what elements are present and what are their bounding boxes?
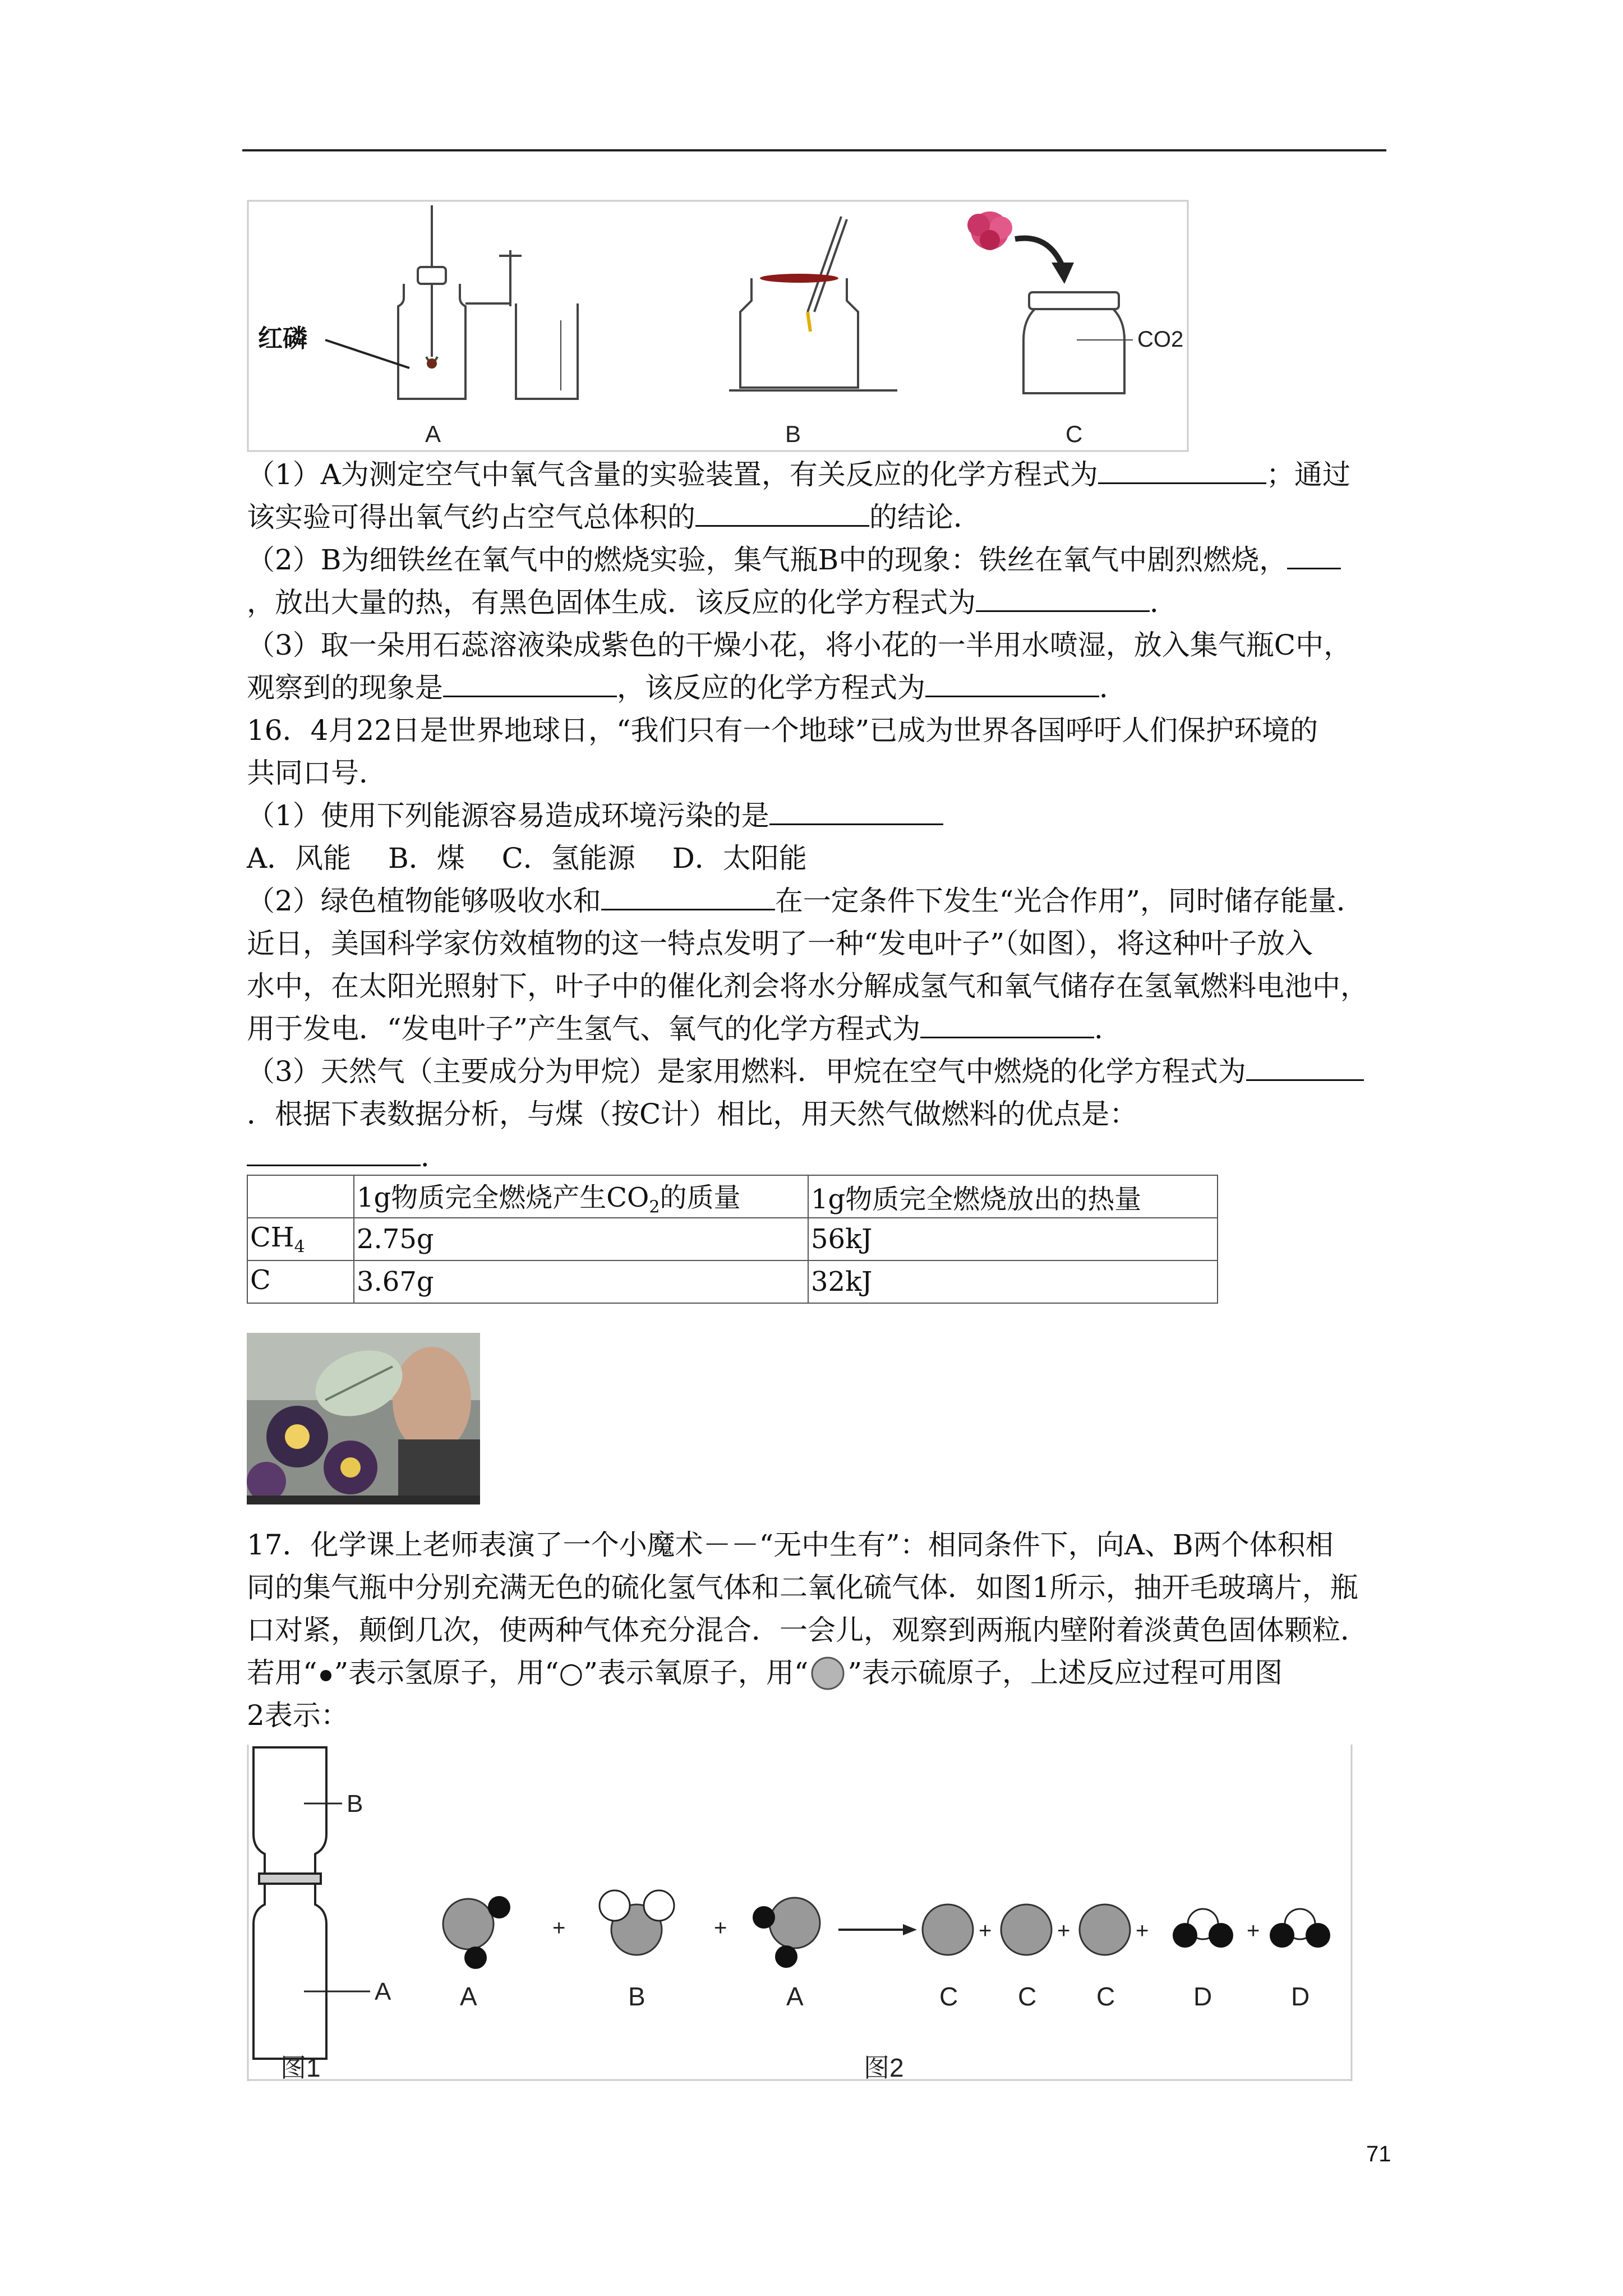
table-header-row: [247, 1175, 1218, 1218]
flower-icon: [967, 211, 1012, 250]
molecule-h2s: [753, 1898, 820, 1968]
answer-blank[interactable]: [1287, 541, 1341, 569]
figure1-caption: 图1: [280, 2053, 321, 2081]
q16-intro-line1: 16．4月22日是世界地球日，“我们只有一个地球”已成为世界各国呼吁人们保护环境的: [247, 714, 1318, 747]
q16-intro-line2: 共同口号．: [247, 757, 387, 789]
gas-bottles: [253, 1747, 326, 2059]
answer-blank[interactable]: [1246, 1052, 1364, 1081]
molecule-so2: [600, 1890, 674, 1955]
q15-part2-line2: ，放出大量的热，有黑色固体生成．该反应的化学方程式为 ．: [247, 581, 1178, 624]
answer-blank[interactable]: [1098, 455, 1266, 484]
apparatus-b: [729, 217, 897, 390]
molecule-sulfur: [1001, 1904, 1052, 1955]
svg-text:+: +: [1247, 1918, 1260, 1943]
table-row: [247, 1218, 1218, 1260]
q16-part2-line2: 近日，美国科学家仿效植物的这一特点发明了一种“发电叶子”（如图），将这种叶子放入: [247, 927, 1313, 960]
combustion-data-table: [247, 1175, 1218, 1304]
table-header-cell: [247, 1175, 354, 1218]
answer-blank[interactable]: [925, 669, 1099, 697]
answer-blank[interactable]: [247, 1138, 421, 1166]
page-number: 71: [1366, 2142, 1391, 2166]
molecule-label: C: [1096, 1982, 1115, 2011]
table-cell-mass: 2.75g: [354, 1218, 808, 1260]
q16-part3-line3: ．: [247, 1135, 449, 1178]
table-cell-substance: $CH_4$: [247, 1218, 354, 1260]
label-c: C: [1066, 421, 1083, 447]
figure2-caption: 图2: [864, 2053, 904, 2081]
table-cell-mass: 3.67g: [354, 1260, 808, 1303]
svg-text:+: +: [1057, 1918, 1071, 1943]
answer-blank[interactable]: [443, 669, 617, 697]
q16-part2-line1: （2）绿色植物能够吸收水和 在一定条件下发生“光合作用”，同时储存能量．: [247, 880, 1364, 922]
power-leaf-photo: [247, 1333, 480, 1504]
table-cell-heat: 32kJ: [808, 1260, 1218, 1303]
molecule-sulfur: [1080, 1904, 1130, 1955]
glass-plate: [760, 274, 838, 283]
q16-options: A．风能 B．煤 C．氢能源 D．太阳能: [247, 842, 807, 875]
q17-line5: 2表示：: [247, 1699, 349, 1732]
svg-text:+: +: [714, 1916, 727, 1940]
answer-blank[interactable]: [976, 583, 1150, 612]
q17-line2: 同的集气瓶中分别充满无色的硫化氢气体和二氧化硫气体．如图1所示，抽开毛玻璃片，瓶: [247, 1571, 1358, 1604]
q15-part1-line1: （1）A为测定空气中氧气含量的实验装置，有关反应的化学方程式为 ；通过: [247, 453, 1350, 496]
label-a: A: [425, 421, 441, 447]
label-red-phosphorus: 红磷: [258, 325, 307, 352]
hydrogen-atom-icon: [317, 1663, 334, 1686]
q15-part2-line1: （2）B为细铁丝在氧气中的燃烧实验，集气瓶B中的现象：铁丝在氧气中剧烈燃烧，: [247, 539, 1341, 581]
apparatus-c: [1023, 292, 1133, 393]
q15-part3-line2: 观察到的现象是 ，该反应的化学方程式为 ．: [247, 666, 1127, 709]
molecule-water: [1173, 1909, 1233, 1948]
table-row: [247, 1260, 1218, 1303]
svg-text:+: +: [552, 1916, 566, 1940]
q17-line4: 若用“ ”表示氢原子，用“○”表示氧原子，用“ ”表示硫原子，上述反应过程可用图: [247, 1657, 1283, 1689]
table-header-cell: 1g物质完全燃烧放出的热量: [808, 1175, 1218, 1218]
q16-part3-line1: （3）天然气（主要成分为甲烷）是家用燃料．甲烷在空气中燃烧的化学方程式为: [247, 1050, 1364, 1093]
molecule-sulfur: [923, 1904, 973, 1955]
reaction-diagram: [247, 1745, 1357, 2081]
q16-part3-line2: ．根据下表数据分析，与煤（按C计）相比，用天然气做燃料的优点是：: [247, 1098, 1138, 1130]
table-cell-heat: 56kJ: [808, 1218, 1218, 1260]
q15-part1-line2: 该实验可得出氧气约占空气总体积的 的结论．: [247, 496, 981, 539]
label-b: B: [785, 421, 801, 447]
molecule-label: A: [460, 1982, 477, 2011]
q17-line3: 口对紧，颠倒几次，使两种气体充分混合．一会儿，观察到两瓶内壁附着淡黄色固体颗粒．: [247, 1614, 1368, 1646]
label-co2: CO2: [1137, 327, 1184, 352]
burning-wire: [808, 312, 810, 332]
header-rule: [242, 149, 1386, 151]
sulfur-atom-icon: [808, 1657, 847, 1690]
molecule-water: [1270, 1909, 1330, 1948]
table-header-cell: 1g物质完全燃烧产生$CO_2$的质量: [354, 1175, 808, 1218]
experiment-apparatus-figure: [247, 200, 1189, 452]
table-cell-substance: C: [247, 1260, 354, 1303]
molecule-label: D: [1291, 1982, 1310, 2011]
molecule-h2s: [443, 1896, 510, 1969]
molecule-label: C: [939, 1982, 958, 2011]
q16-part1: （1）使用下列能源容易造成环境污染的是: [247, 794, 943, 837]
molecule-label: B: [628, 1982, 645, 2011]
svg-text:+: +: [1136, 1918, 1149, 1943]
molecule-label: C: [1018, 1982, 1037, 2011]
red-phosphorus-dot: [427, 358, 437, 369]
bottle-a-label: A: [375, 1978, 391, 2005]
answer-blank[interactable]: [695, 498, 869, 527]
molecule-label: A: [786, 1982, 804, 2011]
answer-blank[interactable]: [920, 1010, 1094, 1038]
svg-text:+: +: [979, 1918, 992, 1943]
answer-blank[interactable]: [601, 882, 775, 910]
bottle-b-label: B: [347, 1790, 363, 1818]
q15-part3-line1: （3）取一朵用石蕊溶液染成紫色的干燥小花，将小花的一半用水喷湿，放入集气瓶C中，: [247, 629, 1352, 661]
q17-line1: 17．化学课上老师表演了一个小魔术－－“无中生有”：相同条件下，向A、B两个体积相: [247, 1529, 1334, 1561]
apparatus-a: [398, 205, 578, 399]
q16-part2-line4: 用于发电．“发电叶子”产生氢气、氧气的化学方程式为 ．: [247, 1007, 1122, 1050]
answer-blank[interactable]: [769, 797, 943, 825]
q16-part2-line3: 水中，在太阳光照射下，叶子中的催化剂会将水分解成氢气和氧气储存在氢氧燃料电池中，: [247, 970, 1368, 1002]
molecule-label: D: [1193, 1982, 1212, 2011]
